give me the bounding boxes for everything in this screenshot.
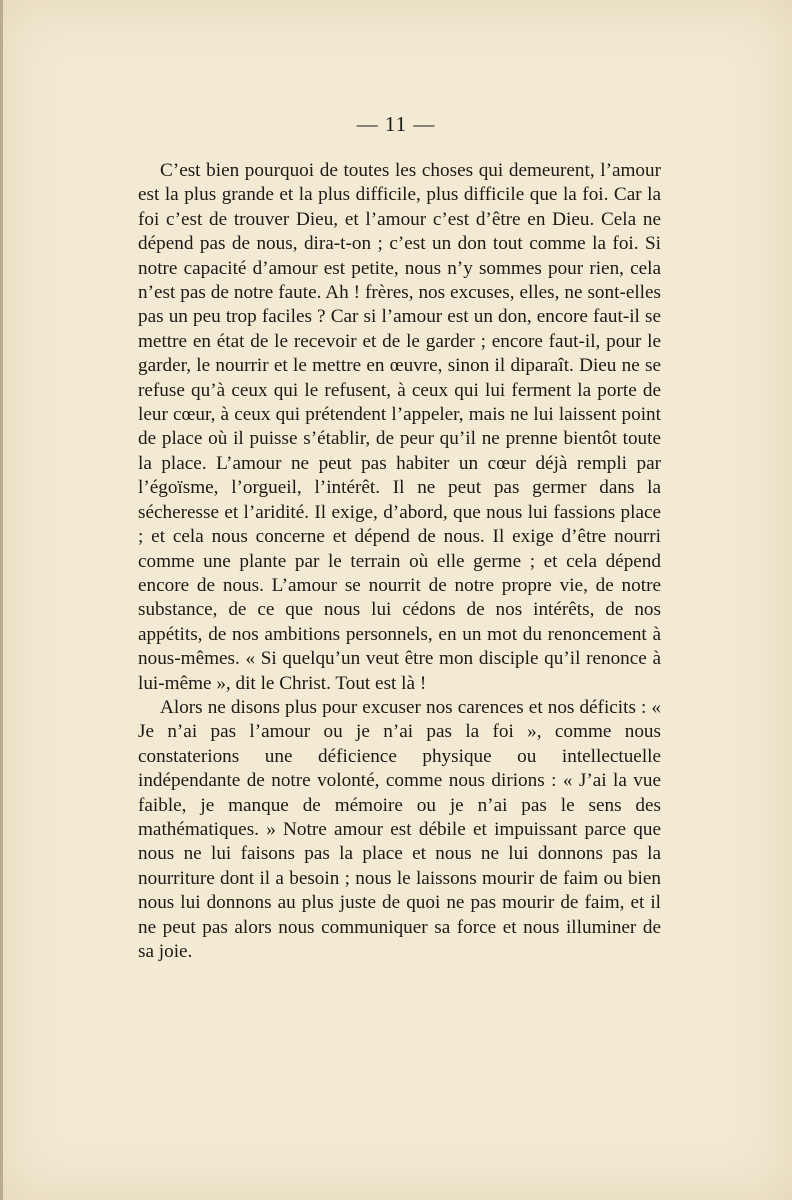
body-text (138, 159, 661, 964)
page-number: — 11 — (356, 112, 436, 136)
paragraph-2: Alors ne disons plus pour excuser nos carences et nos déficits : « Je n’ai pas l’amour ou je n’ai pas la foi », comme nous constaterions une déficience physique ou intellectuelle indépendante de notre volonté, comme nous dirions : « J’ai la vue faible, je manque de mémoire ou je n’ai pas le sens des mathématiques. » Notre amour est débile et impuissant parce que nous ne lui faisons pas la place et nous ne lui donnons pas la nourriture dont il a besoin ; nous le laissons mourir de faim ou bien nous lui donnons au plus juste de quoi ne pas mourir de faim, et il ne peut pas alors nous communiquer sa force et nous illuminer de sa joie. (138, 696, 661, 962)
paragraph-1: C’est bien pourquoi de toutes les choses qui demeurent, l’amour est la plus grande et la plus difficile, plus difficile que la foi. Car la foi c’est de trouver Dieu, et l’amour c’est d’être en Dieu. Cela ne dépend pas de nous, dira-t-on ; c’est un don tout comme la foi. Si notre capacité d’amour est petite, nous n’y sommes pour rien, cela n’est pas de notre faute. Ah ! frères, nos excuses, elles, ne sont-elles pas un peu trop faciles ? Car si l’amour est un don, encore faut-il se mettre en état de le recevoir et de le garder ; encore faut-il, pour le garder, le nourrir et le mettre en œuvre, sinon il diparaît. Dieu ne se refuse qu’à ceux qui le refusent, à ceux qui lui ferment la porte de leur cœur, à ceux qui prétendent l’appeler, mais ne lui laissent point de place où il puisse s’établir, de peur qu’il ne prenne bientôt toute la place. L’amour ne peut pas habiter un cœur déjà rempli par l’égoïsme, l’orgueil, l’intérêt. Il ne peut pas germer dans la sécheresse et l’aridité. Il exige, d’abord, que nous lui fassions place ; et cela nous concerne et dépend de nous. Il exige d’être nourri comme une plante par le terrain où elle germe ; et cela dépend encore de nous. L’amour se nourrit de notre propre vie, de notre substance, de ce que nous lui cédons de nos intérêts, de nos appétits, de nos ambitions personnels, en un mot du renoncement à nous-mêmes. « Si quelqu’un veut être mon disciple qu’il renonce à lui-même », dit le Christ. Tout est là ! (138, 160, 661, 694)
page-edge (0, 0, 3, 1200)
